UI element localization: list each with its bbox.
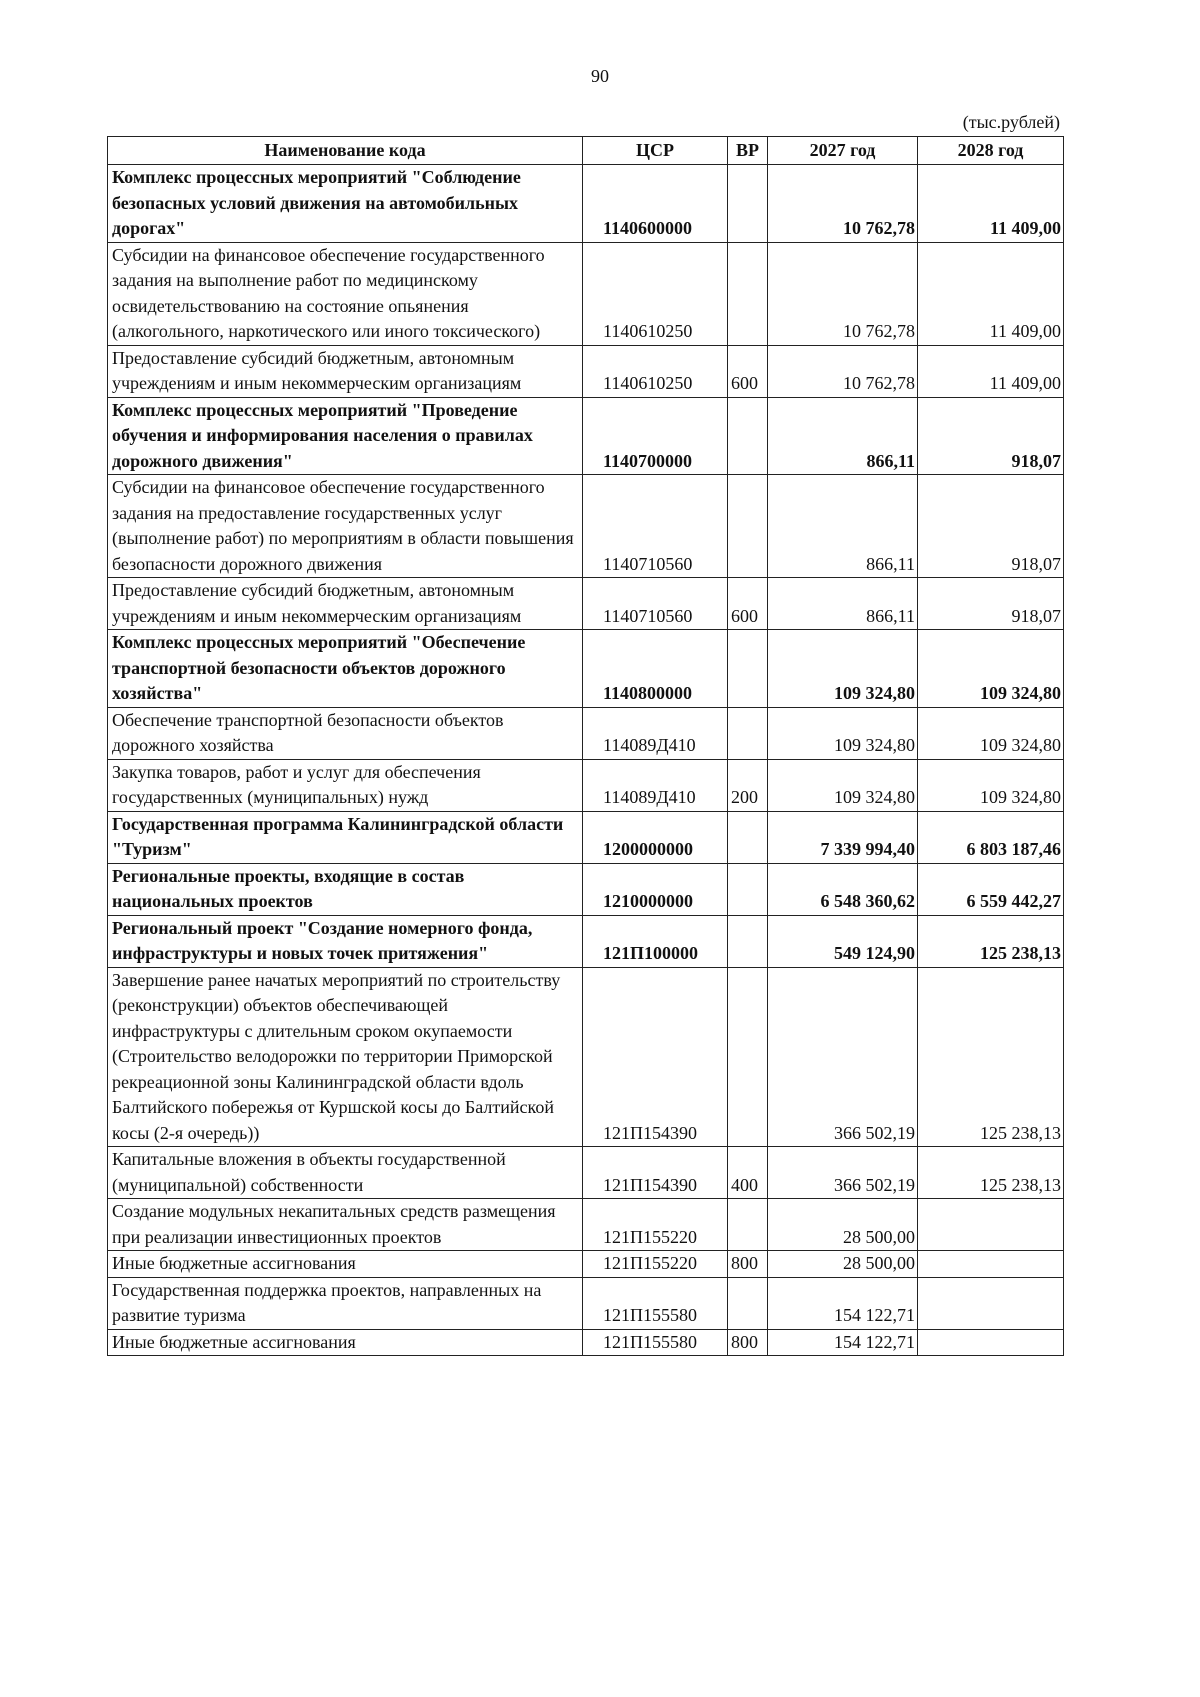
cell-2027: 866,11 [768,475,918,578]
cell-vr [728,811,768,863]
cell-2028: 918,07 [918,397,1064,475]
cell-csr: 121П155220 [583,1199,728,1251]
table-row [108,630,1064,708]
cell-name: Предоставление субсидий бюджетным, автономным учреждениям и иным некоммерческим организациям [108,345,583,397]
cell-2027: 10 762,78 [768,165,918,243]
cell-2027: 109 324,80 [768,759,918,811]
cell-csr: 1140710560 [583,578,728,630]
cell-2028: 125 238,13 [918,915,1064,967]
cell-2028: 6 803 187,46 [918,811,1064,863]
cell-2027: 28 500,00 [768,1199,918,1251]
cell-vr: 600 [728,578,768,630]
table-row [108,707,1064,759]
table-body [108,165,1064,1356]
cell-vr [728,1277,768,1329]
cell-name: Государственная программа Калининградской области "Туризм" [108,811,583,863]
cell-name: Субсидии на финансовое обеспечение государственного задания на предоставление государственных услуг (выполнение работ) по мероприятиям в области повышения безопасности дорожного движения [108,475,583,578]
cell-vr: 200 [728,759,768,811]
cell-vr [728,475,768,578]
cell-vr [728,707,768,759]
cell-2027: 154 122,71 [768,1277,918,1329]
cell-2027: 366 502,19 [768,967,918,1147]
cell-csr: 1140600000 [583,165,728,243]
cell-2028: 6 559 442,27 [918,863,1064,915]
cell-csr: 1210000000 [583,863,728,915]
cell-name: Региональные проекты, входящие в состав национальных проектов [108,863,583,915]
cell-vr [728,863,768,915]
cell-vr [728,397,768,475]
cell-csr: 114089Д410 [583,707,728,759]
cell-2027: 28 500,00 [768,1251,918,1278]
cell-name: Региональный проект "Создание номерного фонда, инфраструктуры и новых точек притяжения" [108,915,583,967]
cell-2028 [918,1251,1064,1278]
cell-name: Создание модульных некапитальных средств размещения при реализации инвестиционных проектов [108,1199,583,1251]
table-header-row [108,137,1064,165]
cell-name: Государственная поддержка проектов, направленных на развитие туризма [108,1277,583,1329]
cell-vr: 800 [728,1251,768,1278]
cell-2027: 10 762,78 [768,242,918,345]
cell-2027: 109 324,80 [768,707,918,759]
cell-vr [728,630,768,708]
cell-name: Комплекс процессных мероприятий "Проведение обучения и информирования населения о правилах дорожного движения" [108,397,583,475]
cell-2028 [918,1329,1064,1356]
cell-2028: 918,07 [918,578,1064,630]
table-row [108,1277,1064,1329]
cell-2028: 11 409,00 [918,242,1064,345]
table-row [108,397,1064,475]
cell-csr: 114089Д410 [583,759,728,811]
header-2027: 2027 год [768,137,918,165]
table-row [108,1329,1064,1356]
cell-2027: 366 502,19 [768,1147,918,1199]
table-row [108,1199,1064,1251]
header-vr: ВР [728,137,768,165]
cell-name: Субсидии на финансовое обеспечение государственного задания на выполнение работ по медицинскому освидетельствованию на состояние опьянения (алкогольного, наркотического или иного токсического) [108,242,583,345]
cell-2028: 11 409,00 [918,345,1064,397]
cell-vr [728,242,768,345]
cell-2028 [918,1199,1064,1251]
cell-name: Закупка товаров, работ и услуг для обеспечения государственных (муниципальных) нужд [108,759,583,811]
cell-csr: 121П155580 [583,1329,728,1356]
cell-name: Комплекс процессных мероприятий "Обеспечение транспортной безопасности объектов дорожного хозяйства" [108,630,583,708]
header-name: Наименование кода [108,137,583,165]
cell-name: Обеспечение транспортной безопасности объектов дорожного хозяйства [108,707,583,759]
cell-csr: 1140710560 [583,475,728,578]
cell-2028: 125 238,13 [918,967,1064,1147]
cell-name: Капитальные вложения в объекты государственной (муниципальной) собственности [108,1147,583,1199]
table-row [108,1251,1064,1278]
cell-vr [728,915,768,967]
cell-csr: 1140610250 [583,345,728,397]
cell-name: Иные бюджетные ассигнования [108,1251,583,1278]
cell-2027: 154 122,71 [768,1329,918,1356]
table-row [108,915,1064,967]
cell-csr: 121П155220 [583,1251,728,1278]
cell-2027: 549 124,90 [768,915,918,967]
cell-2028: 918,07 [918,475,1064,578]
cell-csr: 1140800000 [583,630,728,708]
header-csr: ЦСР [583,137,728,165]
table-row [108,475,1064,578]
cell-name: Комплекс процессных мероприятий "Соблюдение безопасных условий движения на автомобильных дорогах" [108,165,583,243]
cell-vr: 400 [728,1147,768,1199]
cell-name: Завершение ранее начатых мероприятий по строительству (реконструкции) объектов обеспечивающей инфраструктуры с длительным сроком окупаемости (Строительство велодорожки по территории Приморской рекреационной зоны Калининградской области вдоль Балтийского побережья от Куршской косы до Балтийской косы (2-я очередь)) [108,967,583,1147]
cell-vr [728,165,768,243]
cell-2028: 125 238,13 [918,1147,1064,1199]
cell-name: Иные бюджетные ассигнования [108,1329,583,1356]
table-row [108,345,1064,397]
cell-2027: 866,11 [768,397,918,475]
cell-vr [728,1199,768,1251]
cell-2028: 109 324,80 [918,759,1064,811]
header-2028: 2028 год [918,137,1064,165]
cell-vr: 600 [728,345,768,397]
cell-csr: 1200000000 [583,811,728,863]
unit-label: (тыс.рублей) [962,112,1060,132]
cell-vr [728,967,768,1147]
table-row [108,863,1064,915]
cell-2027: 6 548 360,62 [768,863,918,915]
cell-name: Предоставление субсидий бюджетным, автономным учреждениям и иным некоммерческим организациям [108,578,583,630]
cell-2028: 11 409,00 [918,165,1064,243]
table-row [108,242,1064,345]
table-row [108,165,1064,243]
cell-2027: 10 762,78 [768,345,918,397]
cell-2028: 109 324,80 [918,707,1064,759]
cell-2027: 109 324,80 [768,630,918,708]
cell-csr: 121П100000 [583,915,728,967]
cell-2028: 109 324,80 [918,630,1064,708]
table-row [108,1147,1064,1199]
cell-csr: 121П154390 [583,967,728,1147]
table-row [108,578,1064,630]
cell-2027: 866,11 [768,578,918,630]
table-row [108,967,1064,1147]
cell-2027: 7 339 994,40 [768,811,918,863]
table-row [108,759,1064,811]
cell-csr: 121П155580 [583,1277,728,1329]
budget-table [107,136,1064,1356]
cell-csr: 121П154390 [583,1147,728,1199]
cell-csr: 1140700000 [583,397,728,475]
page-number: 90 [591,66,609,86]
cell-2028 [918,1277,1064,1329]
cell-csr: 1140610250 [583,242,728,345]
cell-vr: 800 [728,1329,768,1356]
table-row [108,811,1064,863]
